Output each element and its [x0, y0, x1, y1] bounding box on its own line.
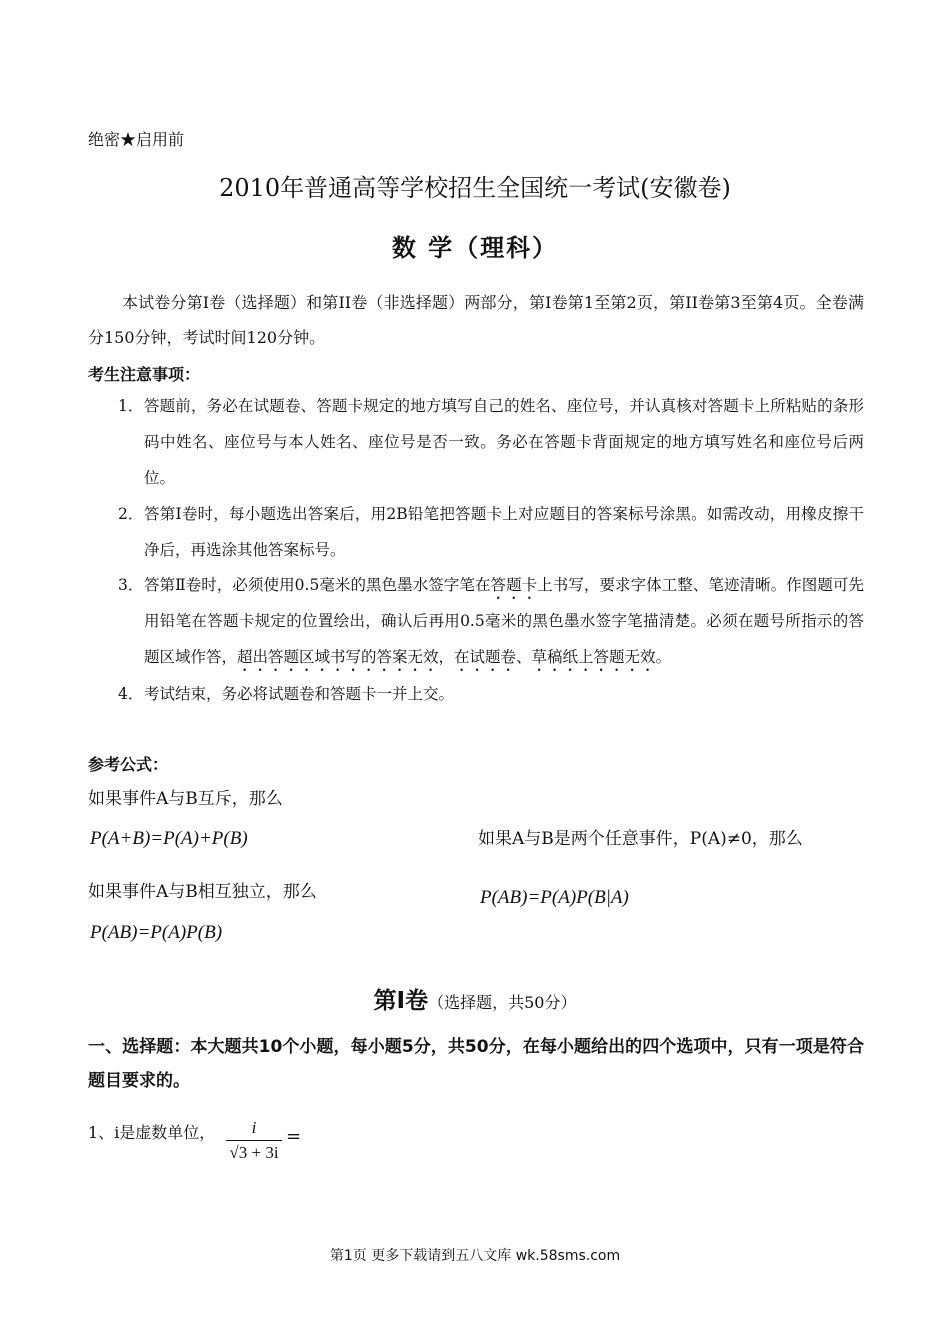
formula-addition: P(A+B)=P(A)+P(B) — [90, 828, 248, 849]
formula-condition-any: 如果A与B是两个任意事件，P(A)≠0，那么 — [478, 829, 803, 849]
note-number: 3． — [118, 576, 144, 594]
note-number: 1． — [118, 397, 144, 415]
section-note: （选择题，共50分） — [428, 993, 577, 1012]
fraction-denominator: √3 + 3i — [229, 1143, 279, 1162]
note-text: 答第Ⅰ卷时，每小题选出答案后，用2B铅笔把答题卡上对应题目的答案标号涂黑。如需改动，用橡皮擦干净后，再选涂其他答案标号。 — [144, 505, 864, 559]
section-name: 第Ⅰ卷 — [373, 988, 429, 1014]
exam-title: 2010年普通高等学校招生全国统一考试(安徽卷) — [219, 174, 731, 202]
note-text: 答第Ⅱ卷时，必须使用0.5毫米的黑色墨水签字笔在答题卡上书写，要求字体工整、笔迹清晰。作图题可先用铅笔在答题卡规定的位置绘出，确认后再用0.5毫米的黑色墨水签字笔描清楚。必须在题号所指示的答题区域作答，超出答题区域书写的答案无效，在试题卷、草稿纸上答题无效。 — [144, 576, 864, 666]
page-footer: 第1页 更多下载请到五八文库 wk.58sms.com — [329, 1248, 621, 1264]
formula-conditional: P(AB)=P(A)P(B|A) — [480, 887, 629, 908]
equals-sign: = — [286, 1126, 302, 1147]
section-title — [0, 982, 950, 1015]
formulas-heading: 参考公式： — [88, 755, 169, 774]
note-number: 4． — [118, 685, 144, 703]
note-item-3 — [118, 567, 864, 675]
emphasis-out-of-area: 超出答题区域书写的答案无效 — [237, 648, 439, 666]
note-text: 考试结束，务必将试题卷和答题卡一并上交。 — [144, 685, 455, 703]
emphasis-draft-invalid: 在试题卷、草稿纸上答题无效 — [454, 648, 656, 666]
exam-subtitle: 数 学（理科） — [391, 233, 559, 262]
fraction-bar — [226, 1140, 282, 1141]
formula-condition-exclusive: 如果事件A与B互斥，那么 — [88, 789, 283, 809]
note-item-1 — [118, 388, 864, 496]
note-item-4 — [118, 676, 864, 712]
confidential-label: 绝密★启用前 — [88, 130, 185, 149]
question-text: i是虚数单位， — [114, 1123, 216, 1142]
formula-independent: P(AB)=P(A)P(B) — [90, 922, 223, 943]
question-1 — [88, 1120, 215, 1143]
note-item-2 — [118, 496, 864, 568]
notes-heading: 考生注意事项： — [88, 365, 201, 384]
question-group-heading: 一、选择题：本大题共10个小题，每小题5分，共50分，在每小题给出的四个选项中，只有一项是符合题目要求的。 — [88, 1037, 864, 1091]
question-number: 1、 — [88, 1123, 115, 1142]
question-1-fraction — [226, 1118, 282, 1163]
note-number: 2． — [118, 505, 144, 523]
formula-condition-independent: 如果事件A与B相互独立，那么 — [88, 882, 317, 902]
fraction-numerator: i — [251, 1118, 257, 1137]
note-text: 答题前，务必在试题卷、答题卡规定的地方填写自己的姓名、座位号，并认真核对答题卡上所粘贴的条形码中姓名、座位号与本人姓名、座位号是否一致。务必在答题卡背面规定的地方填写姓名和座位号后两位。 — [144, 397, 864, 487]
intro-paragraph: 本试卷分第I卷（选择题）和第II卷（非选择题）两部分，第I卷第1至第2页，第II卷第3至第4页。全卷满分150分钟，考试时间120分钟。 — [88, 293, 864, 347]
emphasis-answer-sheet: 答题卡 — [490, 576, 538, 594]
